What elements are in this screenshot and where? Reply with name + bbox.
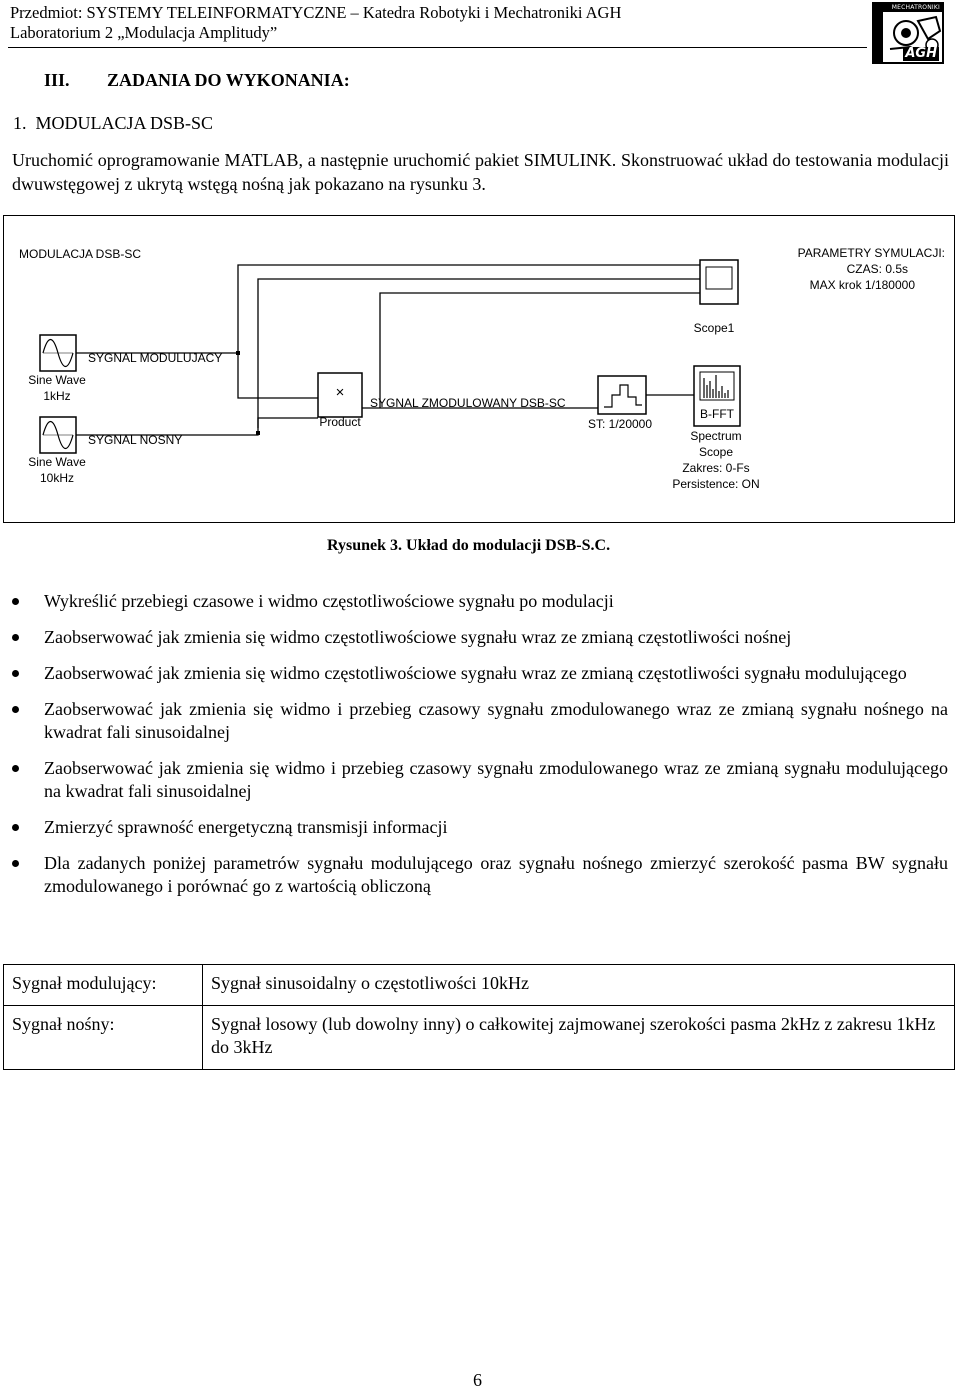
list-item-text: Zaobserwować jak zmienia się widmo częstotliwościowe sygnału wraz ze zmianą częstotliwości nośnej (44, 627, 792, 647)
table-cell-label: Sygnał modulujący: (4, 965, 203, 1006)
sim-params-heading: PARAMETRY SYMULACJI: (797, 246, 945, 260)
table-row (4, 965, 955, 1006)
sine1-label-line1: Sine Wave (28, 373, 86, 387)
list-item (0, 757, 960, 803)
table-row (4, 1006, 955, 1070)
sine-wave-1khz-block[interactable] (40, 335, 76, 371)
list-item-text: Dla zadanych poniżej parametrów sygnału modulującego oraz sygnału nośnego zmierzyć szerokość pasma BW sygnału zmodulowanego i porównać go z wartością obliczoną (44, 853, 948, 896)
list-item (0, 698, 960, 744)
sine-wave-10khz-block[interactable] (40, 417, 76, 453)
logo-side-strip (874, 12, 883, 64)
junction-dot-2 (256, 431, 260, 435)
list-item-text: Zaobserwować jak zmienia się widmo częstotliwościowe sygnału wraz ze zmianą częstotliwości sygnału modulującego (44, 663, 907, 683)
header-line-2: Laboratorium 2 „Modulacja Amplitudy” (10, 23, 278, 42)
zoh-label: ST: 1/20000 (587, 417, 653, 431)
product-symbol: × (335, 384, 345, 401)
logo-agh: AGH (905, 46, 937, 61)
zero-order-hold-block[interactable] (598, 376, 646, 414)
list-item-text: Wykreślić przebiegi czasowe i widmo częstotliwościowe sygnału po modulacji (44, 591, 614, 611)
list-item (0, 590, 960, 613)
modulating-signal-label: SYGNAL MODULUJACY (88, 351, 223, 365)
list-item (0, 852, 960, 898)
table-cell-value: Sygnał sinusoidalny o częstotliwości 10kHz (203, 965, 955, 1006)
sim-params-max-step: MAX krok 1/180000 (809, 278, 915, 292)
product-label: Product (319, 415, 361, 429)
list-item-text: Zaobserwować jak zmienia się widmo i przebieg czasowy sygnału zmodulowanego wraz ze zmianą sygnału nośnego na kwadrat fali sinusoidalnej (44, 699, 948, 742)
bullet-icon (12, 824, 19, 831)
parameters-table (3, 964, 955, 1070)
sine1-label-line2: 1kHz (43, 389, 71, 403)
spectrum-label-line4: Persistence: ON (672, 477, 760, 491)
scope1-label: Scope1 (693, 321, 735, 335)
spectrum-icon-label: B-FFT (700, 407, 734, 421)
spectrum-label-line2: Scope (698, 445, 734, 459)
sine2-label-line2: 10kHz (39, 471, 75, 485)
sine2-label-line1: Sine Wave (28, 455, 86, 469)
subsection-heading: 1. MODULACJA DSB-SC (13, 113, 214, 133)
spectrum-label-line1: Spectrum (690, 429, 742, 443)
bullet-icon (12, 598, 19, 605)
bullet-icon (12, 765, 19, 772)
agh-mechatronics-logo (872, 2, 944, 64)
list-item-text: Zmierzyć sprawność energetyczną transmisji informacji (44, 817, 448, 837)
bullet-icon (12, 860, 19, 867)
logo-text: MECHATRONIKI (874, 4, 942, 12)
header-line-1: Przedmiot: SYSTEMY TELEINFORMATYCZNE – Katedra Robotyki i Mechatroniki AGH (10, 3, 622, 22)
wire-modulating-to-scope (238, 265, 700, 353)
bullet-icon (12, 706, 19, 713)
diagram-title: MODULACJA DSB-SC (19, 247, 142, 261)
modulated-signal-label: SYGNAL ZMODULOWANY DSB-SC (370, 396, 566, 410)
list-item (0, 662, 960, 685)
spectrum-label-line3: Zakres: 0-Fs (682, 461, 750, 475)
table-cell-label: Sygnał nośny: (4, 1006, 203, 1070)
sim-params-time: CZAS: 0.5s (846, 262, 908, 276)
intro-paragraph: Uruchomić oprogramowanie MATLAB, a następnie uruchomić pakiet SIMULINK. Skonstruować układ do testowania modulacji dwuwstęgowej z ukrytą wstęgą nośną jak pokazano na rysunku 3. (12, 150, 949, 194)
header-rule (8, 47, 867, 48)
table-cell-value: Sygnał losowy (lub dowolny inny) o całkowitej zajmowanej szerokości pasma 2kHz z zakresu 1kHz do 3kHz (203, 1006, 955, 1070)
page-number: 6 (473, 1370, 482, 1390)
diagram-frame (4, 216, 955, 523)
scope1-block[interactable] (700, 260, 738, 304)
bullet-icon (12, 670, 19, 677)
list-item (0, 816, 960, 839)
task-list (0, 590, 960, 911)
section-title: ZADANIA DO WYKONANIA: (107, 70, 350, 90)
carrier-signal-label: SYGNAL NOSNY (88, 433, 183, 447)
wire-modulated-to-scope (380, 293, 700, 408)
section-number: III. (44, 70, 70, 90)
junction-dot-1 (236, 351, 240, 355)
simulink-diagram (0, 215, 960, 525)
list-item-text: Zaobserwować jak zmienia się widmo i przebieg czasowy sygnału zmodulowanego wraz ze zmianą sygnału modulującego na kwadrat fali sinusoidalnej (44, 758, 948, 801)
bullet-icon (12, 634, 19, 641)
list-item (0, 626, 960, 649)
figure-caption: Rysunek 3. Układ do modulacji DSB-S.C. (327, 537, 611, 554)
